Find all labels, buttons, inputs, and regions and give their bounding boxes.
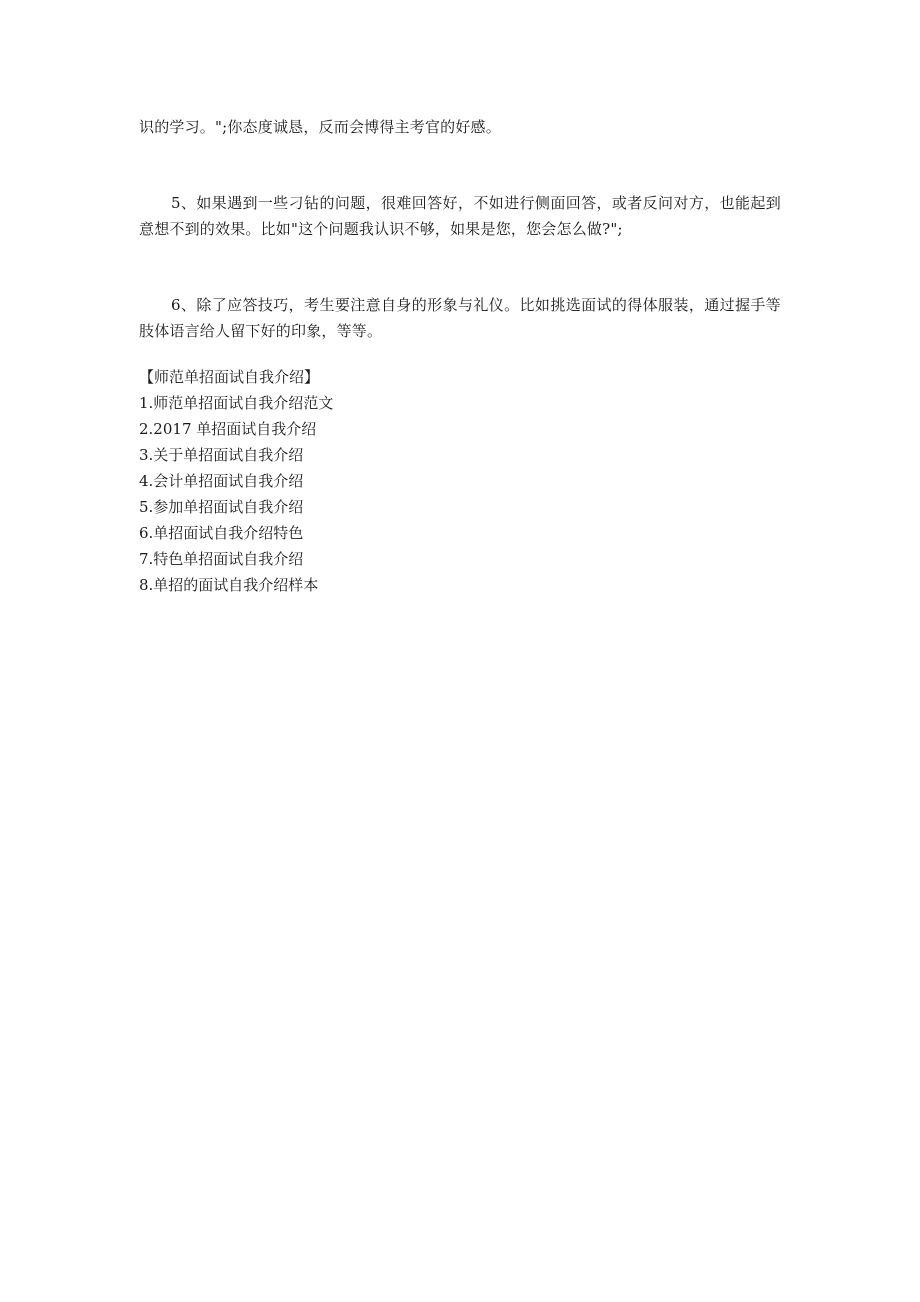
related-link-5[interactable]: 5.参加单招面试自我介绍 (139, 498, 304, 516)
paragraph-spacer (139, 242, 781, 292)
paragraph-spacer (139, 140, 781, 190)
related-link-2[interactable]: 2.2017 单招面试自我介绍 (139, 420, 317, 438)
related-list (139, 390, 781, 598)
related-link-8[interactable]: 8.单招的面试自我介绍样本 (139, 576, 319, 594)
document-body (139, 114, 781, 598)
related-heading: 【师范单招面试自我介绍】 (139, 368, 320, 386)
related-link-6[interactable]: 6.单招面试自我介绍特色 (139, 524, 304, 542)
related-link-3[interactable]: 3.关于单招面试自我介绍 (139, 446, 304, 464)
related-link-7[interactable]: 7.特色单招面试自我介绍 (139, 550, 304, 568)
paragraph-continuation: 识的学习。";你态度诚恳，反而会博得主考官的好感。 (139, 118, 501, 136)
paragraph-spacer (139, 344, 781, 364)
paragraph-tip-6: 6、除了应答技巧，考生要注意自身的形象与礼仪。比如挑选面试的得体服装，通过握手等肢体语言给人留下好的印象，等等。 (139, 296, 781, 340)
related-link-1[interactable]: 1.师范单招面试自我介绍范文 (139, 394, 334, 412)
paragraph-tip-5: 5、如果遇到一些刁钻的问题，很难回答好，不如进行侧面回答，或者反问对方，也能起到意想不到的效果。比如"这个问题我认识不够，如果是您，您会怎么做?"; (139, 194, 781, 238)
related-link-4[interactable]: 4.会计单招面试自我介绍 (139, 472, 304, 490)
